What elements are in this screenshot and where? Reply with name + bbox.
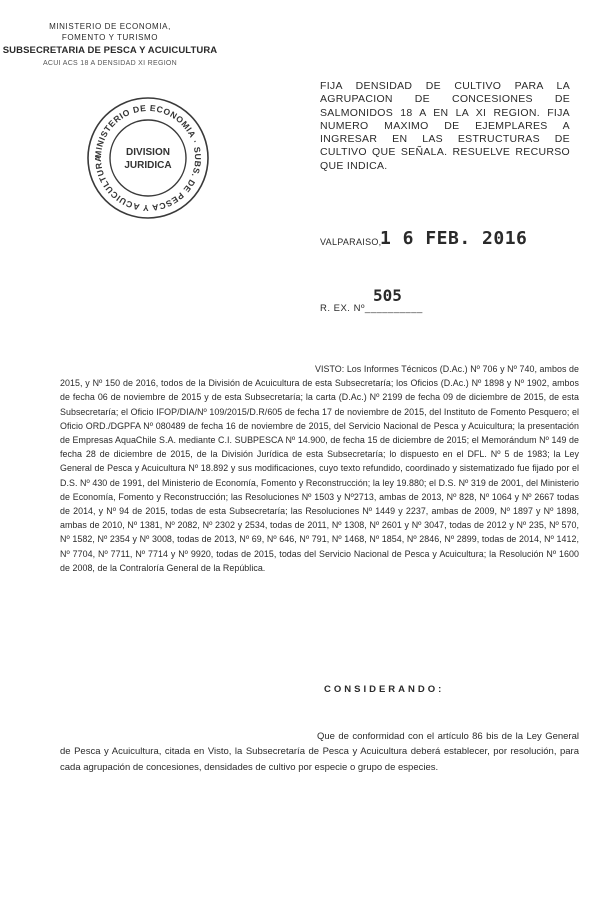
resolution-date: 1 6 FEB. 2016 bbox=[380, 228, 528, 249]
subsecretaria-name: SUBSECRETARIA DE PESCA Y ACUICULTURA bbox=[2, 45, 218, 56]
resolution-label: R. EX. Nº__________ bbox=[320, 303, 423, 314]
visto-paragraph: VISTO: Los Informes Técnicos (D.Ac.) Nº 706 y Nº 740, ambos de 2015, y Nº 150 de 2016, todos de la División de Acuicultura de esta Subsecretaría; los Oficios (D.Ac.) Nº 1898 y Nº 1902, ambos de fecha 06 de noviembre de 2015 y de esta Subsecretaría; la carta (D.Ac.) Nº 2199 de fecha 09 de diciembre de 2015, de esta Subsecretaría; el Oficio IFOP/DIA/Nº 109/2015/D.R/605 de fecha 17 de noviembre de 2015, del Instituto de Fomento Pesquero; el Oficio ORD./DGPFA Nº 080489 de fecha 16 de noviembre de 2015, del Servicio Nacional de Pesca y Acuicultura; la presentación de Empresas AquaChile S.A. mediante C.I. SUBPESCA Nº 14.900, de fecha 15 de diciembre de 2015; el Memorándum Nº 149 de fecha 28 de diciembre de 2015, de la División Jurídica de esta Subsecretaría; lo dispuesto en el DFL. Nº 5 de 1983; la Ley General de Pesca y Acuicultura Nº 18.892 y sus modificaciones, cuyo texto refundido, coordinado y sistematizado fue fijado por el D.S. Nº 430 de 1991, del Ministerio de Economía, Fomento y Reconstrucción; la ley 19.880; el D.S. Nº 319 de 2001, del Ministerio de Economía, Fomento y Reconstrucción; las Resoluciones Nº 1503 y Nº2713, ambas de 2013, Nº 828, Nº 1064 y Nº 2667 todas de 2014, y Nº 94 de 2015, todas de esta Subsecretaría; las Resoluciones Nº 1449 y 2237, ambas de 2009, Nº 1897 y Nº 1898, ambas de 2010, Nº 1381, Nº 2082, Nº 2302 y 2534, todas de 2011, Nº 1308, Nº 2601 y Nº 3047, todas de 2012 y Nº 235, Nº 570, Nº 1582, Nº 2354 y Nº 3008, todas de 2013, Nº 69, Nº 646, Nº 791, Nº 1468, Nº 1854, Nº 2846, Nº 2899, todas de 2014, Nº 1412, Nº 7704, Nº 7711, Nº 7714 y Nº 9920, todas de 2015, todas del Servicio Nacional de Pesca y Acuicultura; la Resolución Nº 1600 de 2008, de la Contraloría General de la República. bbox=[60, 364, 579, 573]
stamp-line1: DIVISION bbox=[126, 147, 170, 158]
document-reference: ACUI ACS 18 A DENSIDAD XI REGION bbox=[42, 60, 178, 67]
considerando-heading: CONSIDERANDO: bbox=[324, 684, 445, 695]
stamp-ring-text: MINISTERIO DE ECONOMIA · SUBS. DE PESCA Y ACUICULTURA bbox=[92, 102, 204, 214]
place-label: VALPARAISO, bbox=[320, 237, 382, 247]
resolution-subject: FIJA DENSIDAD DE CULTIVO PARA LA AGRUPACION DE CONCESIONES DE SALMONIDOS 18 A EN LA XI REGION. FIJA NUMERO MAXIMO DE EJEMPLARES A INGRESAR EN LAS ESTRUCTURAS DE CULTIVO QUE SEÑALA. RESUELVE RECURSO QUE INDICA. bbox=[320, 80, 570, 172]
considerando-paragraph-1: Que de conformidad con el artículo 86 bis de la Ley General de Pesca y Acuicultura, citada en Visto, la Subsecretaría de Pesca y Acuicultura deberá establecer, por resolución, para cada agrupación de concesiones, densidades de cultivo por especie o grupo de especies. bbox=[60, 731, 579, 773]
ministry-name: MINISTERIO DE ECONOMIA, bbox=[49, 22, 171, 31]
resolution-number: 505 bbox=[373, 286, 402, 305]
ministry-name-line2: FOMENTO Y TURISMO bbox=[61, 33, 159, 42]
division-juridica-stamp bbox=[85, 95, 211, 221]
stamp-line2: JURIDICA bbox=[124, 160, 172, 171]
